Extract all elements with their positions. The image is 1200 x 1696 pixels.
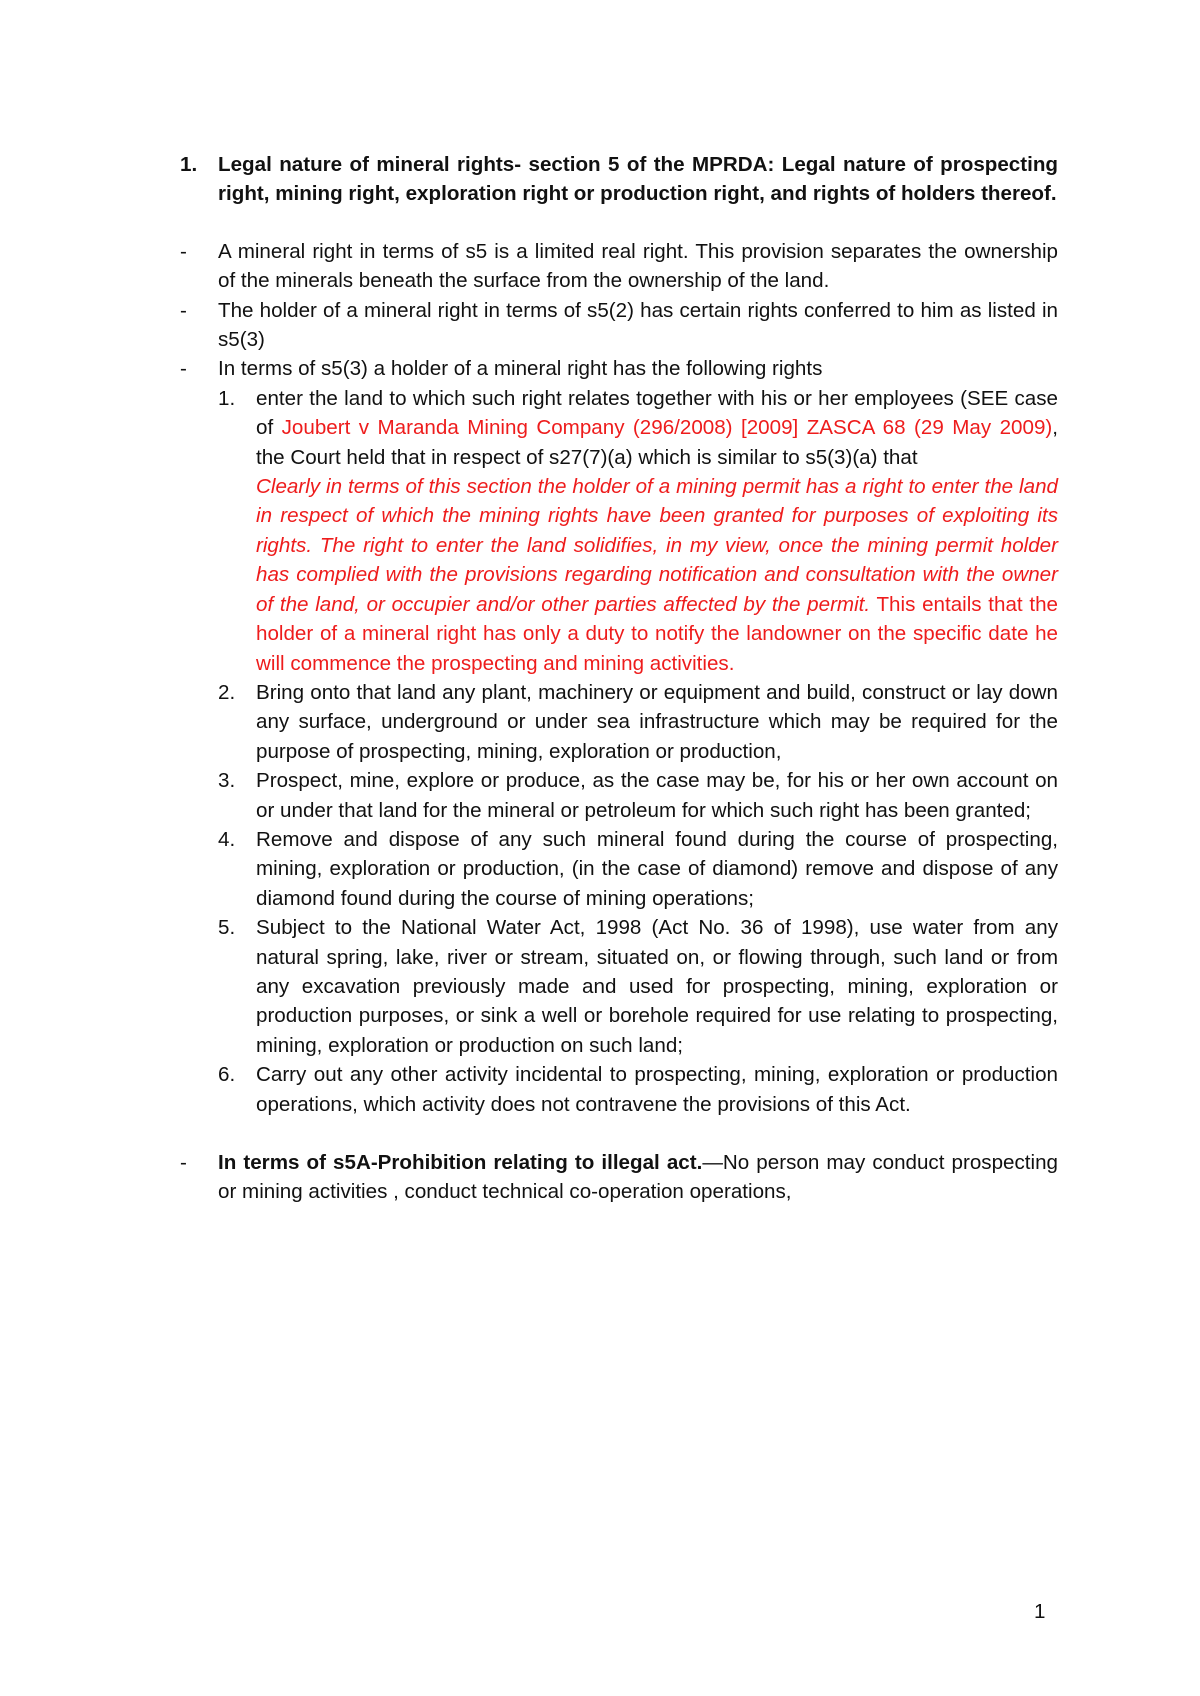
item-number: 2. [218, 680, 236, 704]
bullet-s5-3-rights [180, 354, 1058, 383]
s5a-text: —No person may conduct prospecting or mining activities , conduct technical co-operation operations, [218, 1151, 1058, 1204]
rights-list-item [218, 766, 1058, 825]
rights-list-item [218, 384, 1058, 678]
item-text [256, 384, 1058, 678]
section-heading [180, 150, 1058, 209]
item-text-lead: enter the land to which such right relates together with his or her employees (SEE case of [256, 386, 1058, 440]
paragraph-spacer [180, 1119, 1058, 1148]
case-reference: Joubert v Maranda Mining Company (296/2008) [2009] ZASCA 68 (29 May 2009) [281, 416, 1053, 440]
item-number: 5. [218, 916, 236, 940]
dash-marker: - [180, 357, 187, 381]
rights-list-item [218, 825, 1058, 913]
item-number: 1. [218, 386, 236, 410]
bullet-text: A mineral right in terms of s5 is a limited real right. This provision separates the ownership of the minerals beneath the surface from the ownership of the land. [218, 239, 1058, 293]
rights-list-item [218, 678, 1058, 766]
rights-list-item [218, 913, 1058, 1060]
bullet-text [218, 1148, 1058, 1207]
s5a-title: In terms of s5A-Prohibition relating to illegal act. [218, 1151, 703, 1174]
item-text-continued: , the Court held that in respect of s27(7)(a) which is similar to s5(3)(a) that [256, 416, 1058, 469]
rights-list-item [218, 1060, 1058, 1119]
bullet-text: In terms of s5(3) a holder of a mineral right has the following rights [218, 357, 823, 381]
item-text: Prospect, mine, explore or produce, as the case may be, for his or her own account on or under that land for the mineral or petroleum for which such right has been granted; [256, 769, 1058, 822]
item-text: Remove and dispose of any such mineral found during the course of prospecting, mining, exploration or production, (in the case of diamond) remove and dispose of any diamond found during the course of mining operations; [256, 827, 1058, 910]
document-body [180, 150, 1058, 1207]
dash-marker: - [180, 1151, 187, 1174]
bullet-limited-real-right [180, 237, 1058, 296]
commentary-note: This entails that the holder of a mineral right has only a duty to notify the landowner on the specific date he will commence the prospecting and mining activities. [256, 592, 1058, 675]
court-quote-block [256, 472, 1058, 678]
item-number: 3. [218, 769, 236, 793]
heading-text: Legal nature of mineral rights- section 5 of the MPRDA: Legal nature of prospecting right, mining right, exploration right or production right, and rights of holders thereof. [218, 153, 1058, 206]
heading-number: 1. [180, 153, 198, 176]
bullet-text: The holder of a mineral right in terms of s5(2) has certain rights conferred to him as listed in s5(3) [218, 298, 1058, 352]
dash-marker: - [180, 239, 187, 263]
court-quote: Clearly in terms of this section the holder of a mining permit has a right to enter the land in respect of which the mining rights have been granted for purposes of exploiting its rights. The right to enter the land solidifies, in my view, once the mining permit holder has complied with the provisions regarding notification and consultation with the owner of the land, or occupier and/or other parties affected by the permit. [256, 475, 1058, 616]
dash-marker: - [180, 298, 187, 322]
rights-list [218, 384, 1058, 1119]
bullet-holder-rights [180, 296, 1058, 355]
item-number: 6. [218, 1063, 236, 1087]
bullet-s5a-prohibition [180, 1148, 1058, 1207]
item-text: Subject to the National Water Act, 1998 (Act No. 36 of 1998), use water from any natural spring, lake, river or stream, situated on, or flowing through, such land or from any excavation previously made and used for prospecting, mining, exploration or production purposes, or sink a well or borehole required for use relating to prospecting, mining, exploration or production on such land; [256, 916, 1058, 1057]
item-text: Bring onto that land any plant, machinery or equipment and build, construct or lay down any surface, underground or under sea infrastructure which may be required for the purpose of prospecting, mining, exploration or production, [256, 680, 1058, 763]
page-number: 1 [1034, 1600, 1046, 1623]
item-text: Carry out any other activity incidental to prospecting, mining, exploration or production operations, which activity does not contravene the provisions of this Act. [256, 1063, 1058, 1116]
item-number: 4. [218, 827, 236, 851]
